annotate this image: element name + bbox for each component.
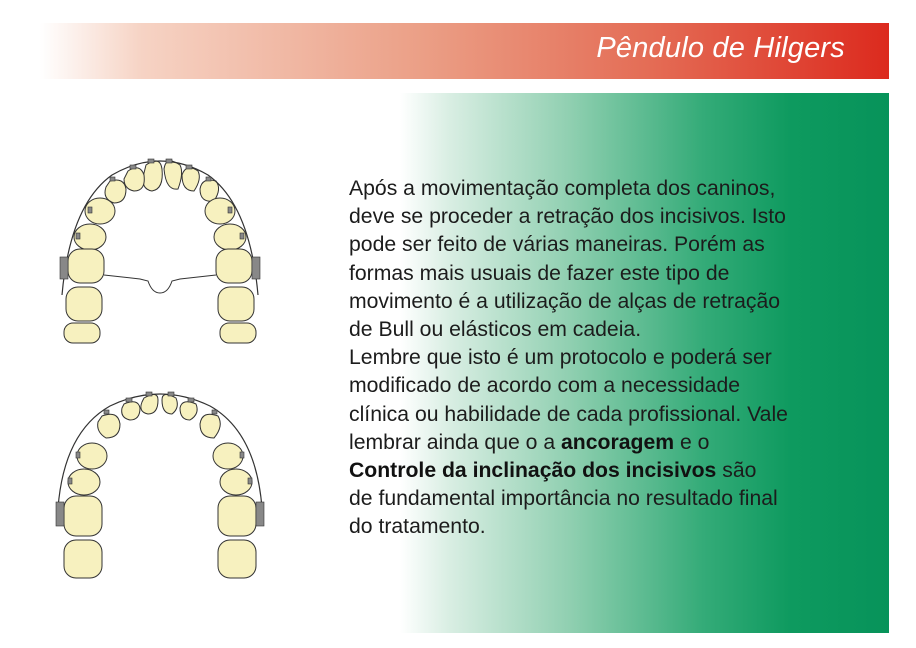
title-bar [40, 23, 889, 79]
paragraph2-line: Lembre que isto é um protocolo e poderá ser [349, 346, 772, 370]
paragraph1-line: Após a movimentação completa dos caninos, [349, 177, 776, 200]
text-segment: e o [674, 430, 710, 454]
bold-term-ancoragem: ancoragem [561, 430, 675, 454]
text-segment: lembrar ainda que o a [349, 430, 562, 454]
paragraph2-line: de fundamental importância no resultado final [349, 487, 778, 511]
paragraph1-line: de Bull ou elásticos em cadeia. [349, 318, 642, 342]
bold-term-controle: Controle da inclinação dos incisivos [349, 459, 717, 483]
paragraph2-line: clínica ou habilidade de cada profissional. Vale [349, 402, 788, 426]
paragraph1-line: pode ser feito de várias maneiras. Porém as [349, 233, 765, 257]
paragraph2-line: modificado de acordo com a necessidade [349, 374, 741, 398]
paragraph2-line: do tratamento. [349, 515, 486, 539]
paragraph2-line [349, 429, 894, 457]
upper-dental-arch-icon [40, 145, 280, 345]
paragraph1-line: formas mais usuais de fazer este tipo de [349, 261, 730, 285]
body-text [349, 175, 894, 542]
paragraph1-line: movimento é a utilização de alças de retração [349, 289, 781, 313]
slide-title: Pêndulo de Hilgers [596, 32, 845, 64]
lower-dental-arch-icon [40, 378, 280, 583]
paragraph1-line: deve se proceder a retração dos incisivos. Isto [349, 205, 786, 229]
paragraph2-line [349, 457, 894, 485]
text-segment: são [716, 459, 757, 483]
